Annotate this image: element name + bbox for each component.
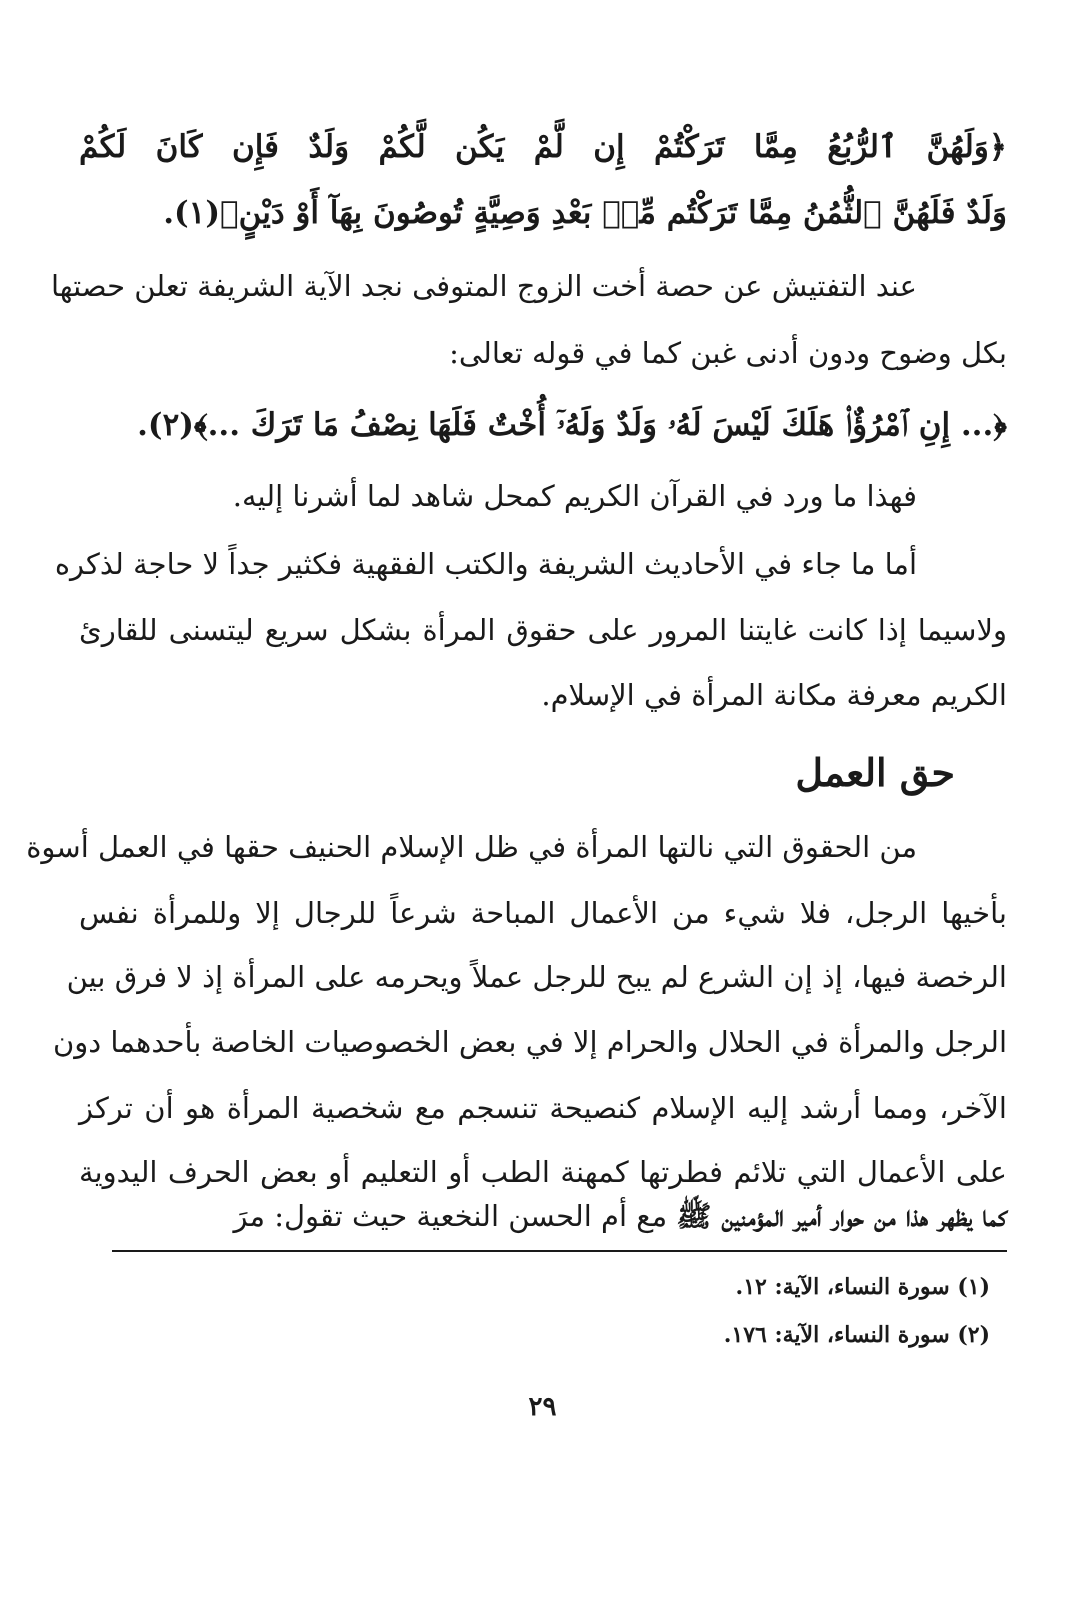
paragraph-3-line-2: ولاسيما إذا كانت غايتنا المرور على حقوق المرأة بشكل سريع ليتسنى للقارئ [79,613,1007,647]
page-number: ٢٩ [528,1392,557,1422]
footnote-divider [112,1250,1007,1252]
paragraph-1-line-1: عند التفتيش عن حصة أخت الزوج المتوفى نجد الآية الشريفة تعلن حصتها [50,269,917,303]
paragraph-4-line-7-bold: كما يظهر هذا من حوار أمير المؤمنين ﷺ [676,1199,1007,1233]
paragraph-4-line-2: بأخيها الرجل، فلا شيء من الأعمال المباحة شرعاً للرجال إلا وللمرأة نفس [79,896,1007,930]
paragraph-4-line-6: على الأعمال التي تلائم فطرتها كمهنة الطب أو التعليم أو بعض الحرف اليدوية [79,1155,1007,1189]
paragraph-4-line-7-rest: مع أم الحسن النخعية حيث تقول: مرَ [233,1199,677,1233]
paragraph-4-line-4: الرجل والمرأة في الحلال والحرام إلا في بعض الخصوصيات الخاصة بأحدهما دون [52,1025,1007,1059]
verse-1-line-1: ﴿وَلَهُنَّ ٱلرُّبُعُ مِمَّا تَرَكْتُمْ إِن لَّمْ يَكُن لَّكُمْ وَلَدٌ فَإِن كَانَ لَكُمْ [79,129,1007,165]
paragraph-4-line-5: الآخر، ومما أرشد إليه الإسلام كنصيحة تنسجم مع شخصية المرأة هو أن تركز [79,1091,1007,1125]
footnote-2: (٢) سورة النساء، الآية: ١٧٦. [723,1322,990,1348]
paragraph-4-line-3: الرخصة فيها، إذ إن الشرع لم يبح للرجل عملاً ويحرمه على المرأة إذ لا فرق بين [66,960,1007,994]
verse-1-line-2: وَلَدٌ فَلَهُنَّ ٱلثُّمُنُ مِمَّا تَرَكْتُم مِّنۢ بَعْدِ وَصِيَّةٍ تُوصُونَ بِهَآ أَوْ دَيْنٍ﴾(١). [163,195,1007,231]
section-heading: حق العمل [795,750,955,795]
paragraph-3-line-3: الكريم معرفة مكانة المرأة في الإسلام. [541,678,1007,712]
paragraph-2-line-1: فهذا ما ورد في القرآن الكريم كمحل شاهد لما أشرنا إليه. [232,479,917,513]
paragraph-3-line-1: أما ما جاء في الأحاديث الشريفة والكتب الفقهية فكثير جداً لا حاجة لذكره [54,547,917,581]
verse-2-line-1: ﴿... إِنِ ٱمْرُؤٌا۟ هَلَكَ لَيْسَ لَهُۥ وَلَدٌ وَلَهُۥٓ أُخْتٌ فَلَهَا نِصْفُ مَا تَرَكَ ...﴾(٢). [137,407,1007,443]
footnote-1: (١) سورة النساء، الآية: ١٢. [735,1274,990,1300]
paragraph-4-line-7 [79,1194,1007,1238]
paragraph-1-line-2: بكل وضوح ودون أدنى غبن كما في قوله تعالى: [449,336,1007,370]
paragraph-4-line-1: من الحقوق التي نالتها المرأة في ظل الإسلام الحنيف حقها في العمل أسوة [26,830,917,864]
